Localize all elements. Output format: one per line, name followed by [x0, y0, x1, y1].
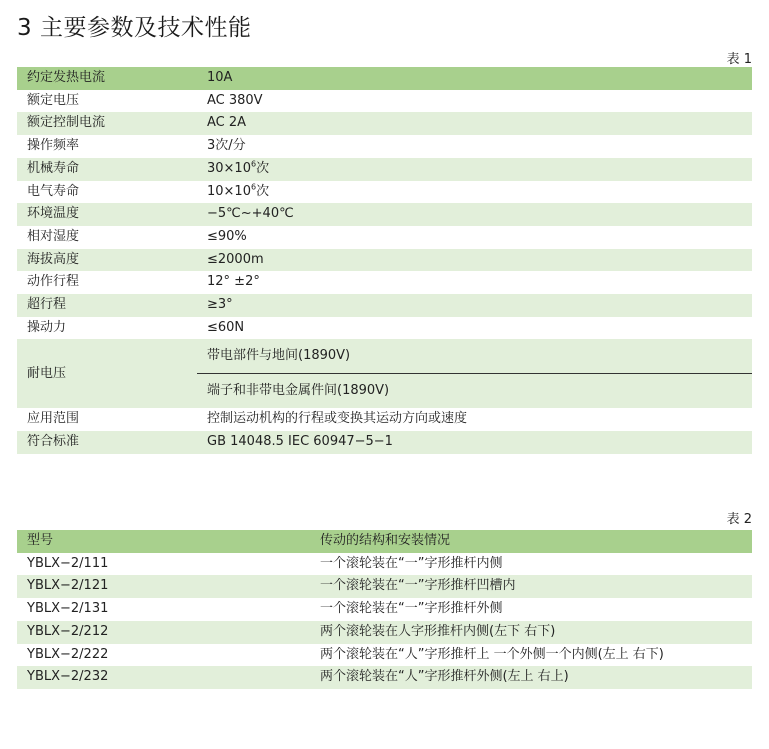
table-row	[17, 317, 752, 340]
value-exponent: 6	[250, 182, 257, 192]
param-name: 额定电压	[17, 90, 197, 113]
param-value: GB 14048.5 IEC 60947−5−1	[197, 431, 752, 454]
model-cell: YBLX−2/111	[17, 553, 310, 576]
table-row	[17, 666, 752, 689]
model-cell: YBLX−2/222	[17, 644, 310, 667]
table1-label: 表 1	[726, 52, 752, 67]
param-name: 操动力	[17, 317, 197, 340]
param-value: ≤60N	[197, 317, 752, 340]
table-row	[17, 575, 752, 598]
param-name: 电气寿命	[17, 181, 197, 204]
param-name: 超行程	[17, 294, 197, 317]
table-row	[17, 294, 752, 317]
param-value: ≤2000m	[197, 249, 752, 272]
withstand-value: 端子和非带电金属件间(1890V)	[197, 373, 752, 408]
section-title: 3 主要参数及技术性能	[17, 15, 252, 41]
table-row	[17, 271, 752, 294]
models-table	[17, 530, 752, 689]
table-header-row	[17, 530, 752, 553]
param-name: 操作频率	[17, 135, 197, 158]
table-row-withstand	[17, 339, 752, 408]
param-name: 动作行程	[17, 271, 197, 294]
param-value: ≤90%	[197, 226, 752, 249]
table-row	[17, 408, 752, 431]
table-row	[17, 644, 752, 667]
param-value	[197, 158, 752, 181]
description-cell: 一个滚轮装在“一”字形推杆内侧	[310, 553, 752, 576]
table-row	[17, 203, 752, 226]
table-row	[17, 621, 752, 644]
param-name: 耐电压	[17, 339, 197, 408]
table-row	[17, 226, 752, 249]
table-row	[17, 158, 752, 181]
param-name: 相对湿度	[17, 226, 197, 249]
param-name: 约定发热电流	[17, 67, 197, 90]
table-row	[17, 135, 752, 158]
model-cell: YBLX−2/121	[17, 575, 310, 598]
param-name: 海拔高度	[17, 249, 197, 272]
table-row	[17, 112, 752, 135]
table-row	[17, 553, 752, 576]
parameters-table	[17, 67, 752, 454]
param-value: AC 380V	[197, 90, 752, 113]
description-cell: 一个滚轮装在“一”字形推杆外侧	[310, 598, 752, 621]
value-base: 10×10	[207, 183, 251, 199]
model-cell: YBLX−2/232	[17, 666, 310, 689]
param-value	[197, 181, 752, 204]
value-unit: 次	[256, 183, 270, 199]
column-header-model: 型号	[17, 530, 310, 553]
value-base: 30×10	[207, 160, 251, 176]
param-value: 10A	[197, 67, 752, 90]
param-value-group	[197, 339, 752, 408]
param-name: 应用范围	[17, 408, 197, 431]
model-cell: YBLX−2/212	[17, 621, 310, 644]
table-row	[17, 249, 752, 272]
param-value: 12° ±2°	[197, 271, 752, 294]
model-cell: YBLX−2/131	[17, 598, 310, 621]
param-value: 控制运动机构的行程或变换其运动方向或速度	[197, 408, 752, 431]
table-row	[17, 67, 752, 90]
param-name: 符合标准	[17, 431, 197, 454]
description-cell: 两个滚轮装在人字形推杆内侧(左下 右下)	[310, 621, 752, 644]
table-row	[17, 598, 752, 621]
param-name: 机械寿命	[17, 158, 197, 181]
param-value: 3次/分	[197, 135, 752, 158]
param-name: 额定控制电流	[17, 112, 197, 135]
value-unit: 次	[256, 160, 270, 176]
table-row	[17, 90, 752, 113]
description-cell: 一个滚轮装在“一”字形推杆凹槽内	[310, 575, 752, 598]
table2-label: 表 2	[726, 512, 752, 527]
withstand-value: 带电部件与地间(1890V)	[207, 348, 351, 364]
param-value: −5℃~+40℃	[197, 203, 752, 226]
description-cell: 两个滚轮装在“人”字形推杆上 一个外侧一个内侧(左上 右下)	[310, 644, 752, 667]
description-cell: 两个滚轮装在“人”字形推杆外侧(左上 右上)	[310, 666, 752, 689]
param-name: 环境温度	[17, 203, 197, 226]
param-value: ≥3°	[197, 294, 752, 317]
table-row	[17, 181, 752, 204]
value-exponent: 6	[250, 159, 257, 169]
table-row	[17, 431, 752, 454]
param-value: AC 2A	[197, 112, 752, 135]
column-header-description: 传动的结构和安装情况	[310, 530, 752, 553]
